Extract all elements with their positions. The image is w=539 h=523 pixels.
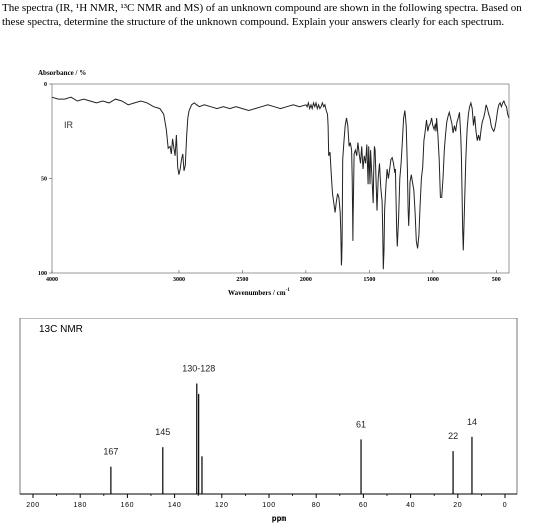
question-text: The spectra (IR, ¹H NMR, ¹³C NMR and MS) of an unknown compound are shown in the following spectra. Based on these spectra, determine the structure of the unknown compound. Explain your answers clearly for each spectrum. bbox=[2, 2, 522, 28]
ir-absorbance-curve bbox=[52, 97, 509, 269]
nmr-x-tick-label: 160 bbox=[120, 502, 135, 509]
nmr-xlabel: ppm bbox=[271, 514, 287, 523]
ir-y-tick-label: 0 bbox=[44, 82, 47, 88]
nmr-peaks bbox=[103, 364, 477, 495]
nmr-x-tick-label: 40 bbox=[406, 502, 416, 509]
nmr-peak-label: 61 bbox=[356, 419, 367, 430]
ir-y-tick-label: 50 bbox=[41, 176, 47, 183]
nmr-x-tick-label: 100 bbox=[262, 502, 276, 509]
ir-x-tick-label: 3000 bbox=[172, 277, 185, 283]
ir-x-tick-label: 500 bbox=[491, 277, 501, 283]
ir-x-axis bbox=[46, 270, 501, 283]
nmr-peak-label: 14 bbox=[466, 416, 477, 427]
nmr-x-tick-label: 120 bbox=[215, 502, 229, 509]
ir-y-axis bbox=[38, 82, 52, 277]
ir-spectrum-chart bbox=[0, 62, 539, 302]
ir-x-tick-label: 4000 bbox=[46, 277, 58, 283]
nmr-x-tick-label: 180 bbox=[73, 502, 87, 509]
nmr-plot-frame bbox=[20, 318, 517, 494]
nmr-x-tick-label: 140 bbox=[167, 502, 182, 509]
nmr-peak-label: 167 bbox=[103, 446, 119, 457]
c13-nmr-chart bbox=[0, 318, 539, 523]
ir-x-tick-label: 1500 bbox=[363, 277, 376, 283]
nmr-x-axis bbox=[26, 494, 507, 509]
nmr-peak-label: 145 bbox=[155, 427, 171, 438]
nmr-x-tick-label: 80 bbox=[311, 502, 321, 509]
ir-xlabel bbox=[228, 288, 290, 297]
ir-xlabel-text: Wavenumbers / cm bbox=[228, 289, 286, 297]
ir-y-tick-label: 100 bbox=[38, 271, 47, 277]
nmr-title: 13C NMR bbox=[39, 324, 83, 335]
nmr-peak-label: 130-128 bbox=[182, 363, 216, 374]
nmr-x-tick-label: 20 bbox=[453, 502, 463, 509]
nmr-peak-label: 22 bbox=[448, 431, 459, 442]
nmr-x-tick-label: 200 bbox=[26, 502, 40, 509]
ir-x-tick-label: 1000 bbox=[426, 277, 439, 283]
ir-ylabel: Absorbance / % bbox=[38, 69, 87, 77]
nmr-x-tick-label: 60 bbox=[358, 502, 368, 509]
ir-x-tick-label: 2000 bbox=[299, 277, 312, 283]
nmr-x-tick-label: 0 bbox=[502, 502, 508, 509]
ir-plot-frame bbox=[52, 84, 509, 273]
ir-xlabel-superscript: -1 bbox=[285, 288, 290, 293]
ir-panel-label: IR bbox=[64, 120, 73, 130]
ir-x-tick-label: 2500 bbox=[236, 277, 249, 283]
